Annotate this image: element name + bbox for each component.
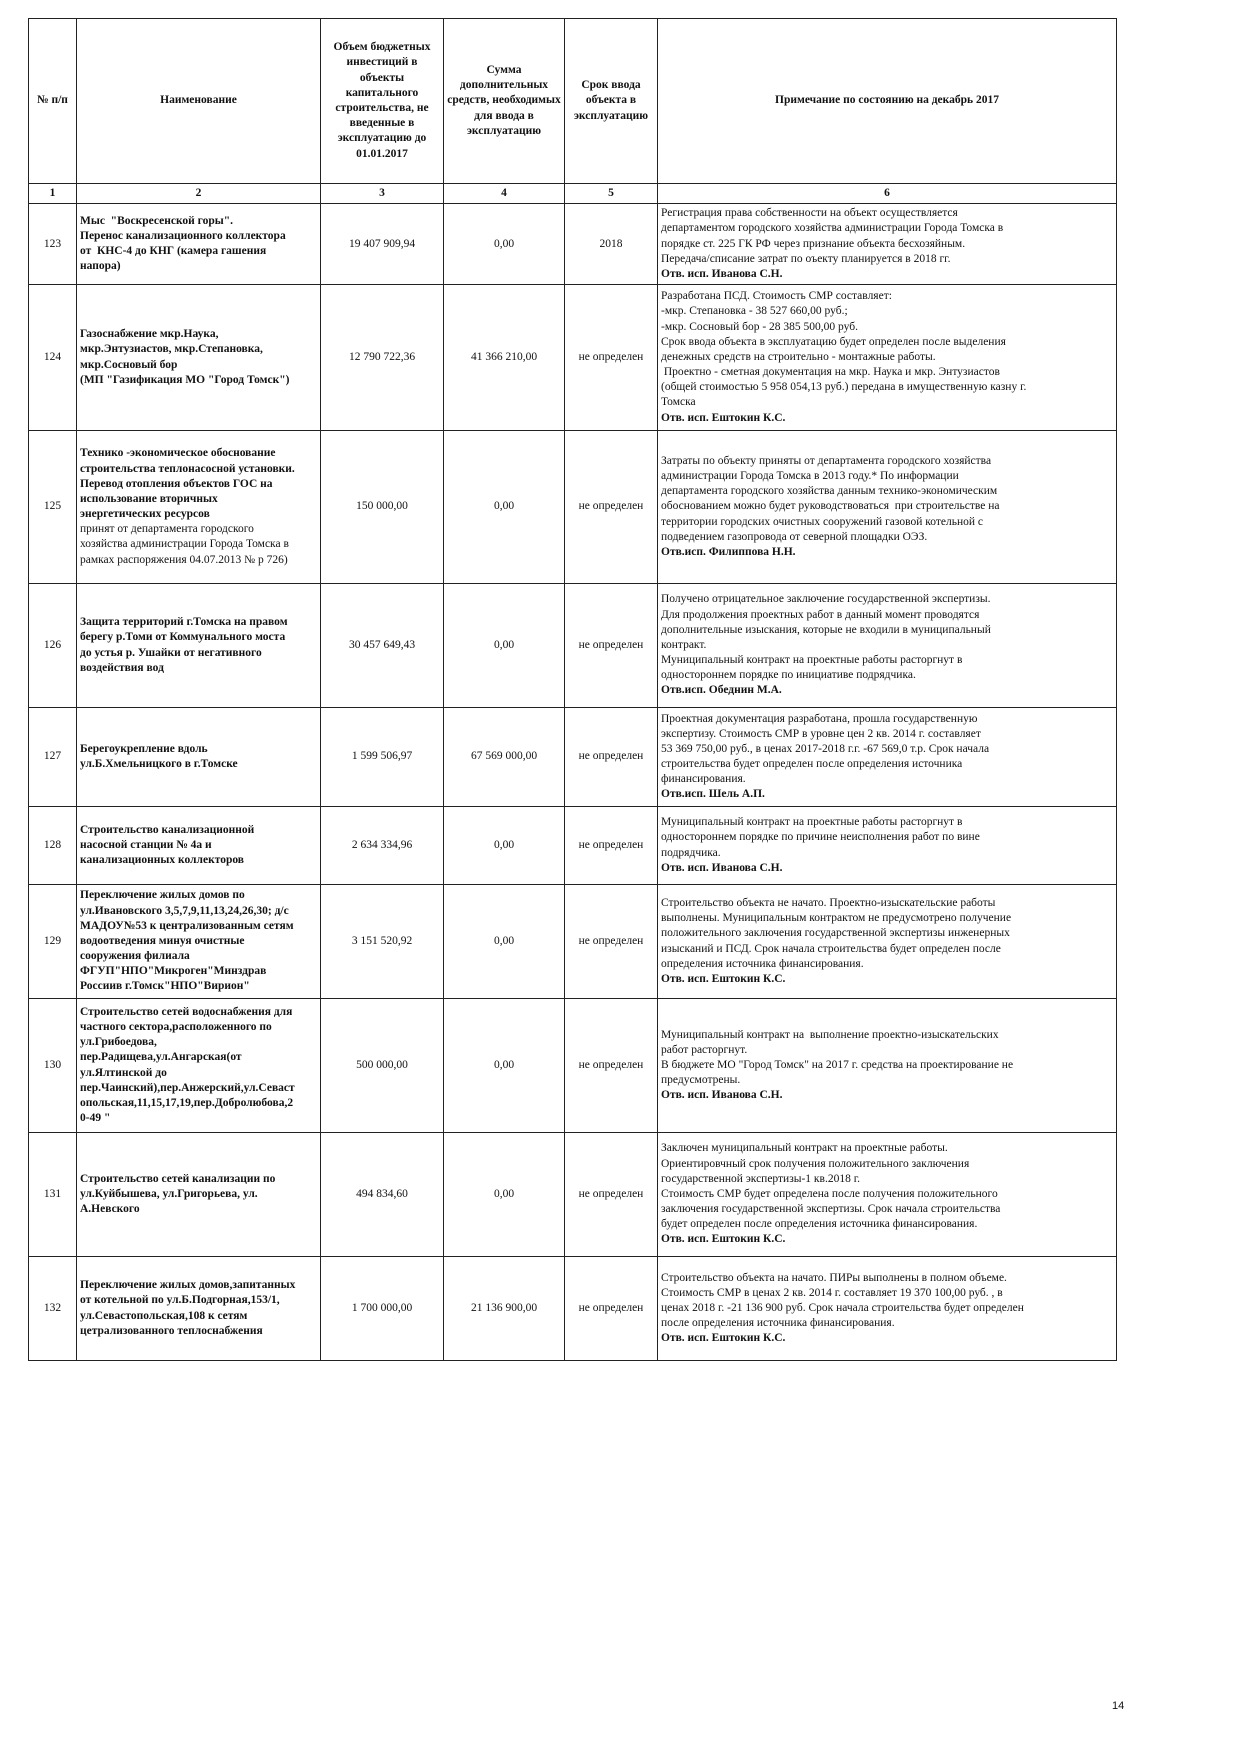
text-line: использование вторичных xyxy=(80,492,218,505)
investment-value: 1 700 000,00 xyxy=(321,1257,444,1361)
text-line: -мкр. Степановка - 38 527 660,00 руб.; xyxy=(661,305,848,318)
text-line: территории городских очистных сооружений газовой котельной с xyxy=(661,515,984,528)
text-line: Для продолжения проектных работ в данный момент проводятся xyxy=(661,608,980,621)
text-line: МАДОУ№53 к централизованным сетям xyxy=(80,919,294,932)
additional-value: 0,00 xyxy=(444,885,565,999)
note xyxy=(658,1133,1117,1257)
text-line: строительства будет определен после определения источника xyxy=(661,758,963,771)
text-line: ул.Куйбышева, ул.Григорьева, ул. xyxy=(80,1187,258,1200)
column-numbers-row xyxy=(29,184,1117,204)
text-line: от котельной по ул.Б.Подгорная,153/1, xyxy=(80,1294,280,1307)
text-line: Технико -экономическое обоснование xyxy=(80,447,276,460)
responsible-person: Отв. исп. Иванова С.Н. xyxy=(661,861,783,874)
column-number: 3 xyxy=(321,184,444,204)
text-line: мкр.Сосновый бор xyxy=(80,358,178,371)
text-line: принят от департамента городского xyxy=(80,523,254,536)
text-line: департаментом городского хозяйства администрации Города Томска в xyxy=(661,222,1004,235)
text-line: Получено отрицательное заключение государственной экспертизы. xyxy=(661,593,991,606)
table-row xyxy=(29,204,1117,285)
text-line: частного сектора,расположенного по xyxy=(80,1021,272,1034)
text-line: Строительство объекта не начато. Проектно-изыскательские работы xyxy=(661,897,996,910)
text-line: ценах 2018 г. -21 136 900 руб. Срок начала строительства будет определен xyxy=(661,1301,1024,1314)
text-line: Переключение жилых домов,запитанных xyxy=(80,1279,296,1292)
additional-value: 41 366 210,00 xyxy=(444,285,565,431)
investment-value: 19 407 909,94 xyxy=(321,204,444,285)
text-line: одностороннем порядке по причине неисполнения работ по вине xyxy=(661,831,980,844)
text-line: Берегоукрепление вдоль xyxy=(80,742,208,755)
responsible-person: Отв.исп. Шель А.П. xyxy=(661,788,765,801)
text-line: Перенос канализационного коллектора xyxy=(80,229,286,242)
text-line: берегу р.Томи от Коммунального моста xyxy=(80,631,286,644)
text-line: хозяйства администрации Города Томска в xyxy=(80,538,289,551)
responsible-person: Отв. исп. Ештокин К.С. xyxy=(661,1233,786,1246)
row-number: 126 xyxy=(29,584,77,708)
row-number: 123 xyxy=(29,204,77,285)
text-line: заключения государственной экспертизы. Срок начала строительства xyxy=(661,1203,1001,1216)
row-number: 132 xyxy=(29,1257,77,1361)
object-name xyxy=(77,1257,321,1361)
text-line: энергетических ресурсов xyxy=(80,508,210,521)
row-number: 131 xyxy=(29,1133,77,1257)
object-name xyxy=(77,885,321,999)
table-row xyxy=(29,1133,1117,1257)
additional-value: 21 136 900,00 xyxy=(444,1257,565,1361)
text-line: Строительство сетей канализации по xyxy=(80,1172,276,1185)
investment-value: 12 790 722,36 xyxy=(321,285,444,431)
text-line: напора) xyxy=(80,260,121,273)
text-line: подрядчика. xyxy=(661,846,721,859)
object-name xyxy=(77,807,321,885)
text-line: 53 369 750,00 руб., в ценах 2017-2018 г.г. -67 569,0 т.р. Срок начала xyxy=(661,742,990,755)
text-line: выполнены. Муниципальным контрактом не предусмотрено получение xyxy=(661,912,1012,925)
object-name xyxy=(77,1133,321,1257)
column-number: 1 xyxy=(29,184,77,204)
text-line: Ориентировчный срок получения положительного заключения xyxy=(661,1157,970,1170)
commissioning-term: не определен xyxy=(565,285,658,431)
note xyxy=(658,1257,1117,1361)
text-line: до устья р. Ушайки от негативного xyxy=(80,646,262,659)
object-name xyxy=(77,584,321,708)
text-line: изысканий и ПСД. Срок начала строительства будет определен после xyxy=(661,942,1001,955)
row-number: 125 xyxy=(29,431,77,584)
text-line: Строительство объекта на начато. ПИРы выполнены в полном объеме. xyxy=(661,1271,1007,1284)
additional-value: 0,00 xyxy=(444,204,565,285)
responsible-person: Отв. исп. Ештокин К.С. xyxy=(661,1332,786,1345)
note xyxy=(658,204,1117,285)
additional-value: 0,00 xyxy=(444,999,565,1133)
commissioning-term: не определен xyxy=(565,584,658,708)
text-line: 0-49 " xyxy=(80,1112,111,1125)
object-name xyxy=(77,204,321,285)
header-term: Срок ввода объекта в эксплуатацию xyxy=(565,19,658,184)
row-number: 124 xyxy=(29,285,77,431)
text-line: строительства теплонасосной установки. xyxy=(80,462,295,475)
object-name xyxy=(77,431,321,584)
text-line: А.Невского xyxy=(80,1203,140,1216)
text-line: от КНС-4 до КНГ (камера гашения xyxy=(80,245,267,258)
responsible-person: Отв. исп. Иванова С.Н. xyxy=(661,1089,783,1102)
text-line: ФГУП"НПО"Микроген"Минздрав xyxy=(80,965,267,978)
row-number: 128 xyxy=(29,807,77,885)
text-line: Томска xyxy=(661,396,696,409)
text-line: Затраты по объекту приняты от департамента городского хозяйства xyxy=(661,454,992,467)
text-line: рамках распоряжения 04.07.2013 № р 726) xyxy=(80,553,288,566)
text-line: Проектная документация разработана, прошла государственную xyxy=(661,712,978,725)
table-row xyxy=(29,807,1117,885)
header-investment: Объем бюджетных инвестиций в объекты капитального строительства, не введенные в эксплуатацию до 01.01.2017 xyxy=(321,19,444,184)
table-row xyxy=(29,285,1117,431)
note xyxy=(658,285,1117,431)
text-line: ул.Ивановского 3,5,7,9,11,13,24,26,30; д/с xyxy=(80,904,289,917)
text-line: определения источника финансирования. xyxy=(661,957,864,970)
text-line: Передача/списание затрат по оъекту планируется в 2018 гг. xyxy=(661,252,951,265)
text-line: воздействия вод xyxy=(80,661,164,674)
text-line: Муниципальный контракт на выполнение проектно-изыскательских xyxy=(661,1028,999,1041)
text-line: мкр.Энтузиастов, мкр.Степановка, xyxy=(80,343,263,356)
investment-value: 30 457 649,43 xyxy=(321,584,444,708)
responsible-person: Отв. исп. Ештокин К.С. xyxy=(661,411,786,424)
table-header xyxy=(29,19,1117,184)
text-line: Муниципальный контракт на проектные работы расторгнут в xyxy=(661,816,963,829)
note xyxy=(658,708,1117,807)
investment-value: 3 151 520,92 xyxy=(321,885,444,999)
table-row xyxy=(29,1257,1117,1361)
text-line: ул.Б.Хмельницкого в г.Томске xyxy=(80,758,238,771)
text-line: Мыс "Воскресенской горы". xyxy=(80,214,233,227)
commissioning-term: не определен xyxy=(565,885,658,999)
investment-value: 2 634 334,96 xyxy=(321,807,444,885)
responsible-person: Отв.исп. Филиппова Н.Н. xyxy=(661,545,796,558)
responsible-person: Отв.исп. Обеднин М.А. xyxy=(661,684,782,697)
header-note: Примечание по состоянию на декабрь 2017 xyxy=(658,19,1117,184)
commissioning-term: не определен xyxy=(565,431,658,584)
text-line: работ расторгнут. xyxy=(661,1043,748,1056)
text-line: Газоснабжение мкр.Наука, xyxy=(80,328,219,341)
text-line: Стоимость СМР будет определена после получения положительного xyxy=(661,1187,998,1200)
text-line: водоотведения минуя очистные xyxy=(80,934,245,947)
table-row xyxy=(29,431,1117,584)
text-line: ул.Севастопольская,108 к сетям xyxy=(80,1309,248,1322)
text-line: контракт. xyxy=(661,638,707,651)
table-row xyxy=(29,584,1117,708)
note xyxy=(658,431,1117,584)
text-line: Проектно - сметная документация на мкр. Наука и мкр. Энтузиастов xyxy=(661,366,1000,379)
text-line: Россиив г.Томск"НПО"Вирион" xyxy=(80,980,250,993)
additional-value: 0,00 xyxy=(444,807,565,885)
text-line: Стоимость СМР в ценах 2 кв. 2014 г. составляет 19 370 100,00 руб. , в xyxy=(661,1286,1003,1299)
note xyxy=(658,584,1117,708)
commissioning-term: не определен xyxy=(565,1133,658,1257)
text-line: ул.Ялтинской до xyxy=(80,1066,167,1079)
text-line: Срок ввода объекта в эксплуатацию будет определен после выделения xyxy=(661,335,1006,348)
text-line: Разработана ПСД. Стоимость СМР составляет: xyxy=(661,290,892,303)
column-number: 5 xyxy=(565,184,658,204)
header-name: Наименование xyxy=(77,19,321,184)
text-line: дополнительные изыскания, которые не входили в муниципальный xyxy=(661,623,991,636)
column-number: 4 xyxy=(444,184,565,204)
note xyxy=(658,999,1117,1133)
text-line: государственной экспертизы-1 кв.2018 г. xyxy=(661,1172,860,1185)
header-number: № п/п xyxy=(29,19,77,184)
text-line: цетрализованного теплоснабжения xyxy=(80,1324,263,1337)
text-line: канализационных коллекторов xyxy=(80,854,245,867)
object-name xyxy=(77,999,321,1133)
investment-value: 150 000,00 xyxy=(321,431,444,584)
page-number: 14 xyxy=(1112,1700,1125,1712)
text-line: Строительство канализационной xyxy=(80,823,255,836)
commissioning-term: не определен xyxy=(565,708,658,807)
responsible-person: Отв. исп. Ештокин К.С. xyxy=(661,972,786,985)
text-line: пер.Чаинский),пер.Анжерский,ул.Севаст xyxy=(80,1081,295,1094)
text-line: -мкр. Сосновый бор - 28 385 500,00 руб. xyxy=(661,320,858,333)
text-line: ул.Грибоедова, xyxy=(80,1036,157,1049)
text-line: В бюджете МО "Город Томск" на 2017 г. средства на проектирование не xyxy=(661,1058,1014,1071)
investment-value: 500 000,00 xyxy=(321,999,444,1133)
commissioning-term: 2018 xyxy=(565,204,658,285)
text-line: предусмотрены. xyxy=(661,1074,741,1087)
investment-value: 1 599 506,97 xyxy=(321,708,444,807)
note xyxy=(658,807,1117,885)
investment-value: 494 834,60 xyxy=(321,1133,444,1257)
text-line: департамента городского хозяйства данным технико-экономическим xyxy=(661,485,998,498)
text-line: Защита территорий г.Томска на правом xyxy=(80,616,288,629)
responsible-person: Отв. исп. Иванова С.Н. xyxy=(661,267,783,280)
text-line: одностороннем порядке по инициативе подрядчика. xyxy=(661,669,916,682)
investment-table xyxy=(28,18,1117,1361)
text-line: пер.Радищева,ул.Ангарская(от xyxy=(80,1051,242,1064)
table-row xyxy=(29,708,1117,807)
text-line: Регистрация права собственности на объект осуществляется xyxy=(661,207,958,220)
additional-value: 0,00 xyxy=(444,431,565,584)
text-line: (общей стоимостью 5 958 054,13 руб.) передана в имущественную казну г. xyxy=(661,381,1027,394)
text-line: денежных средств на строительно - монтажные работы. xyxy=(661,350,936,363)
text-line: будет определен после определения источника финансирования. xyxy=(661,1218,978,1231)
note xyxy=(658,885,1117,999)
text-line: положительного заключения государственной экспертизы инженерных xyxy=(661,927,1010,940)
text-line: сооружения филиала xyxy=(80,950,190,963)
text-line: обоснованием можно будет руководствоваться при строительстве на xyxy=(661,500,1000,513)
object-name xyxy=(77,285,321,431)
text-line: Переключение жилых домов по xyxy=(80,889,245,902)
additional-value: 67 569 000,00 xyxy=(444,708,565,807)
text-line: Перевод отопления объектов ГОС на xyxy=(80,477,273,490)
column-number: 6 xyxy=(658,184,1117,204)
text-line: после определения источника финансирования. xyxy=(661,1317,895,1330)
text-line: финансирования. xyxy=(661,773,746,786)
text-line: подведением газопровода от северной площадки ОЭЗ. xyxy=(661,530,928,543)
commissioning-term: не определен xyxy=(565,999,658,1133)
additional-value: 0,00 xyxy=(444,584,565,708)
text-line: Строительство сетей водоснабжения для xyxy=(80,1005,293,1018)
text-line: Заключен муниципальный контракт на проектные работы. xyxy=(661,1142,948,1155)
text-line: порядке ст. 225 ГК РФ через признание объекта бесхозяйным. xyxy=(661,237,966,250)
table-row xyxy=(29,885,1117,999)
row-number: 129 xyxy=(29,885,77,999)
row-number: 130 xyxy=(29,999,77,1133)
additional-value: 0,00 xyxy=(444,1133,565,1257)
text-line: Муниципальный контракт на проектные работы расторгнут в xyxy=(661,654,963,667)
table-row xyxy=(29,999,1117,1133)
text-line: опольская,11,15,17,19,пер.Добролюбова,2 xyxy=(80,1096,294,1109)
text-line: насосной станции № 4а и xyxy=(80,838,212,851)
text-line: экспертизу. Стоимость СМР в уровне цен 2 кв. 2014 г. составляет xyxy=(661,727,981,740)
object-name xyxy=(77,708,321,807)
text-line: (МП "Газификация МО "Город Томск") xyxy=(80,373,290,386)
header-additional: Сумма дополнительных средств, необходимых для ввода в эксплуатацию xyxy=(444,19,565,184)
column-number: 2 xyxy=(77,184,321,204)
row-number: 127 xyxy=(29,708,77,807)
commissioning-term: не определен xyxy=(565,1257,658,1361)
text-line: администрации Города Томска в 2013 году.* По информации xyxy=(661,470,959,483)
commissioning-term: не определен xyxy=(565,807,658,885)
